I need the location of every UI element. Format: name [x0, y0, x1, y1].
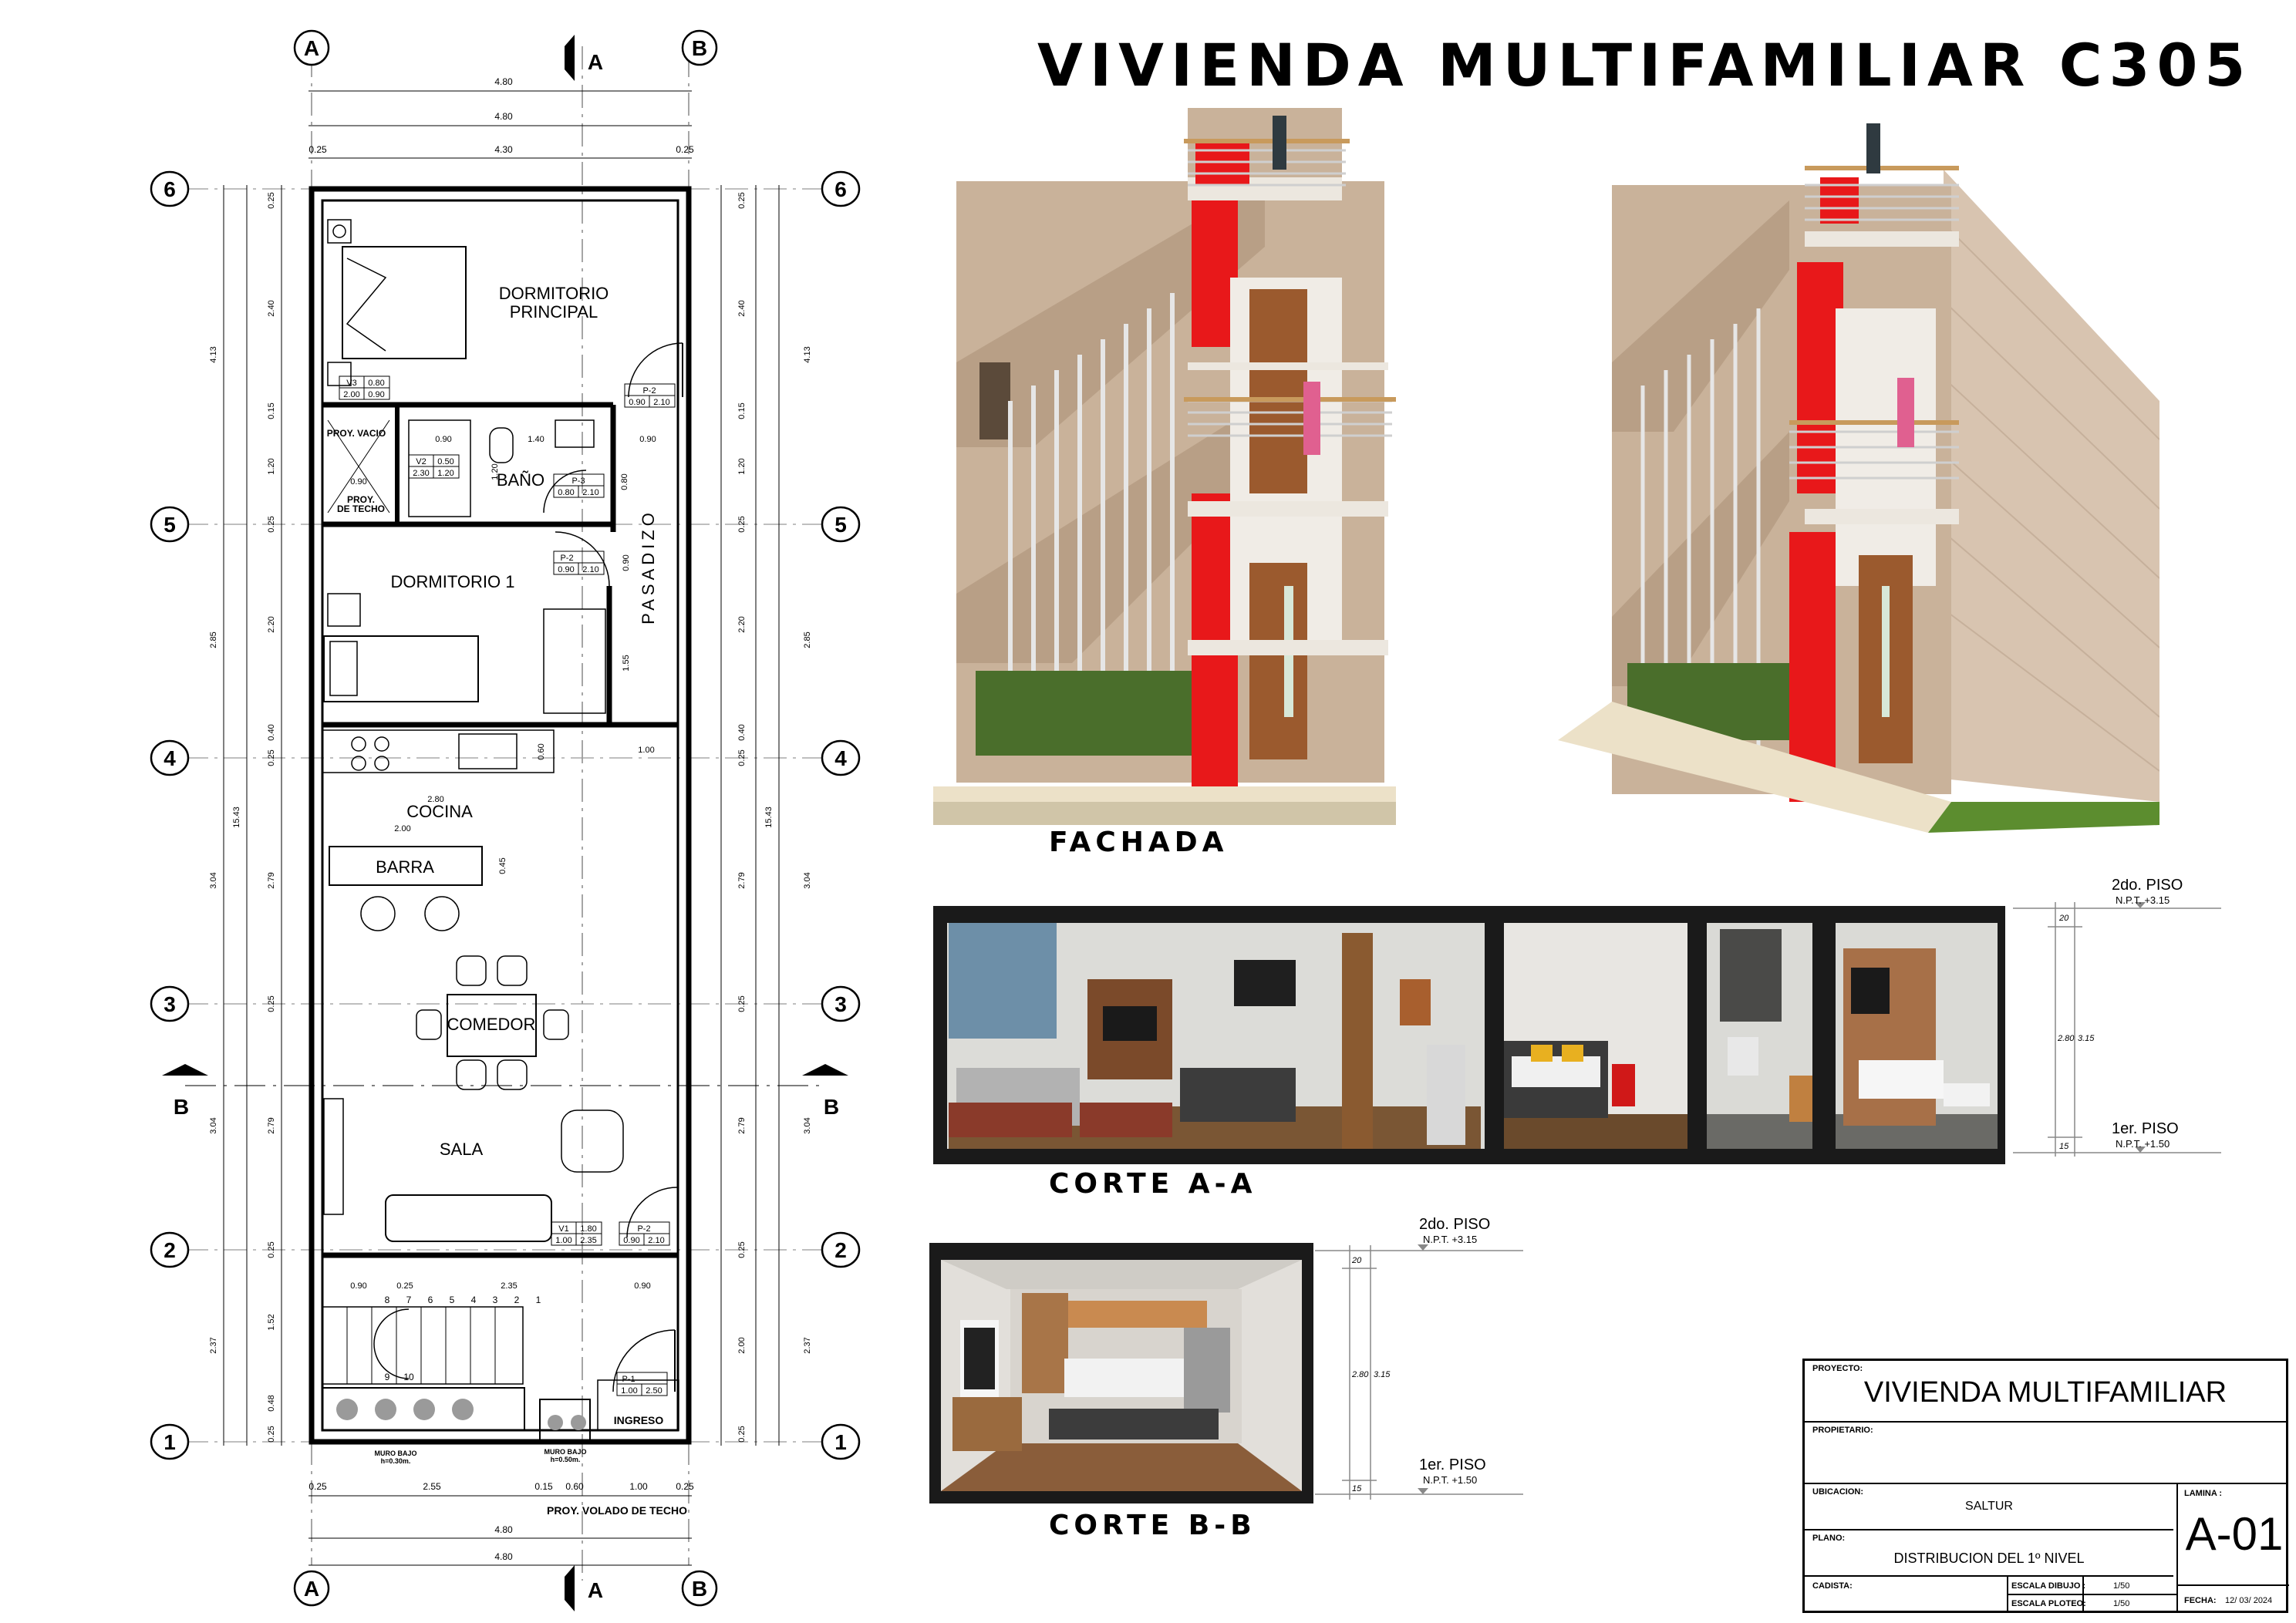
dim-left-in-12: 0.25	[267, 1241, 276, 1258]
title-block	[1802, 1359, 2288, 1613]
dim-left-total: 15.43	[232, 806, 241, 828]
tag-v1-h: 1.00	[555, 1236, 572, 1245]
corte-aa-render	[933, 906, 2013, 1168]
tb-fecha-label: FECHA:	[2184, 1596, 2217, 1605]
dim-misc-155: 1.55	[622, 655, 631, 672]
dim-right-out-3: 3.04	[803, 872, 812, 889]
dim-right-in-4: 1.20	[737, 458, 747, 475]
level-bb-dim-mid: 2.80	[1352, 1370, 1369, 1379]
grid-label-4-left: 4	[164, 746, 176, 770]
tb-escala-dibujo-label: ESCALA DIBUJO :	[2011, 1581, 2086, 1591]
level-bb-dim-total: 3.15	[1374, 1370, 1391, 1379]
dim-top-1: 4.80	[494, 76, 513, 87]
step-5: 5	[449, 1295, 455, 1305]
tag-v2-name: V2	[416, 457, 426, 466]
dim-left-out-2: 2.85	[209, 631, 218, 648]
room-label-dormitorio-principal: DORMITORIO	[498, 284, 609, 303]
dim-left-in-4: 1.20	[267, 458, 276, 475]
grid-label-2-left: 2	[164, 1238, 176, 1262]
dim-right-in-14: 0.25	[737, 1426, 747, 1443]
tag-p2b-w: 0.90	[558, 565, 575, 574]
tag-p2c-name: P-2	[637, 1224, 651, 1234]
tb-lamina: A-01	[2185, 1508, 2284, 1560]
grid-label-b-bottom: B	[691, 1577, 708, 1601]
room-label-bano: BAÑO	[496, 470, 545, 490]
dim-right-in-1: 0.25	[737, 192, 747, 209]
dim-misc-200: 2.00	[394, 824, 411, 833]
level-dim-bottom: 15	[2059, 1142, 2069, 1151]
tag-p3-w: 0.80	[558, 488, 575, 497]
dim-left-out-4: 3.04	[209, 1117, 218, 1134]
tag-v3-a: 0.90	[368, 390, 385, 399]
step-4: 4	[470, 1295, 477, 1305]
room-label-dormitorio-1: DORMITORIO 1	[390, 572, 515, 591]
dim-right-in-8: 0.25	[737, 749, 747, 766]
tag-v3-name: V3	[346, 379, 357, 388]
tb-escala-ploteo: 1/50	[2113, 1599, 2130, 1608]
section-b-left: B	[173, 1095, 190, 1119]
step-7: 7	[406, 1295, 412, 1305]
tag-p2c-w: 0.90	[623, 1236, 640, 1245]
dim-left-in-8: 0.25	[267, 749, 276, 766]
dim-left-in-11: 2.79	[267, 1117, 276, 1134]
tb-ubicacion-label: UBICACION:	[1812, 1487, 1863, 1497]
dim-right-in-6: 2.20	[737, 616, 747, 633]
dim-right-in-11: 2.79	[737, 1117, 747, 1134]
dim-left-out-5: 2.37	[209, 1337, 218, 1354]
dim-misc-090e: 0.90	[634, 1281, 651, 1291]
view-title-corte-bb: CORTE B-B	[1049, 1510, 1256, 1541]
dim-misc-060: 0.60	[537, 743, 546, 760]
tb-ubicacion: SALTUR	[1965, 1500, 2013, 1513]
dim-top-4: 4.30	[494, 144, 513, 155]
dim-right-in-13: 2.00	[737, 1337, 747, 1354]
dim-right-in-3: 0.15	[737, 402, 747, 419]
grid-label-6-left: 6	[164, 177, 176, 201]
dim-right-out-1: 4.13	[803, 346, 812, 363]
room-label-sala: SALA	[439, 1140, 484, 1159]
grid-label-1-right: 1	[834, 1430, 847, 1454]
room-label-proy-techo-2: DE TECHO	[336, 503, 386, 514]
step-9: 9	[384, 1372, 390, 1382]
step-3: 3	[492, 1295, 498, 1305]
tb-plano: DISTRIBUCION DEL 1º NIVEL	[1893, 1551, 2085, 1566]
tag-v3-w: 0.80	[368, 379, 385, 388]
dim-left-in-6: 2.20	[267, 616, 276, 633]
grid-label-1-left: 1	[164, 1430, 176, 1454]
corte-bb-render	[929, 1243, 1315, 1505]
room-label-cocina: COCINA	[406, 802, 473, 821]
tag-v2-w: 0.50	[437, 457, 454, 466]
room-label-pasadizo: PASADIZO	[639, 509, 658, 625]
dim-misc-090a: 0.90	[435, 435, 452, 444]
dim-misc-090b: 0.90	[639, 435, 656, 444]
grid-label-3-right: 3	[834, 992, 847, 1016]
tag-v3-h: 2.00	[343, 390, 360, 399]
level-1er-piso: 1er. PISO	[2112, 1120, 2179, 1137]
dim-right-in-2: 2.40	[737, 300, 747, 317]
level-bb-dim-top: 20	[1352, 1256, 1362, 1265]
dim-misc-090v: 0.90	[622, 554, 631, 571]
room-label-ingreso: INGRESO	[613, 1414, 664, 1426]
dim-right-out-4: 3.04	[803, 1117, 812, 1134]
dim-left-out-3: 3.04	[209, 872, 218, 889]
grid-label-3-left: 3	[164, 992, 176, 1016]
dim-misc-025: 0.25	[396, 1281, 413, 1291]
dim-right-total: 15.43	[764, 806, 774, 828]
level-dim-total: 3.15	[2078, 1034, 2095, 1043]
grid-label-2-right: 2	[834, 1238, 847, 1262]
dim-left-in-1: 0.25	[267, 192, 276, 209]
grid-label-b-top: B	[691, 36, 708, 60]
tag-p1-w: 1.00	[621, 1386, 638, 1396]
dim-left-in-2: 2.40	[267, 300, 276, 317]
tag-p2a-h: 2.10	[653, 398, 670, 407]
level-marks-aa	[2013, 879, 2229, 1172]
label-muro-bajo-h1: h=0.30m.	[380, 1457, 411, 1465]
level-2do-piso: 2do. PISO	[2112, 879, 2183, 894]
dim-bottom-6: 0.25	[676, 1481, 694, 1492]
room-label-dormitorio-principal-2: PRINCIPAL	[509, 302, 598, 322]
room-label-barra: BARRA	[376, 857, 434, 877]
tag-v1-name: V1	[558, 1224, 569, 1234]
tb-lamina-label: LAMINA :	[2184, 1489, 2223, 1498]
dim-misc-280: 2.80	[427, 795, 444, 804]
level-2do-npt: N.P.T. +3.15	[2116, 894, 2170, 906]
tag-p2a-name: P-2	[642, 386, 656, 396]
grid-label-5-left: 5	[164, 513, 176, 537]
dim-bottom-8: 4.80	[494, 1551, 513, 1562]
dim-bottom-3: 0.15	[534, 1481, 553, 1492]
dim-left-in-13: 1.52	[267, 1314, 276, 1331]
tb-proyecto: VIVIENDA MULTIFAMILIAR	[1863, 1376, 2227, 1409]
grid-label-5-right: 5	[834, 513, 847, 537]
tag-p3-name: P-3	[571, 476, 585, 486]
dim-left-in-10: 0.25	[267, 995, 276, 1012]
tag-p2c-h: 2.10	[648, 1236, 665, 1245]
fachada-render-perspective	[1558, 108, 2159, 848]
step-1: 1	[535, 1295, 541, 1305]
dim-bottom-2: 2.55	[423, 1481, 441, 1492]
level-bb-dim-bottom: 15	[1352, 1484, 1362, 1493]
level-bb-2do-npt: N.P.T. +3.15	[1423, 1234, 1478, 1245]
tag-v2-h: 2.30	[413, 469, 430, 478]
tag-v1-w: 1.80	[580, 1224, 597, 1234]
tag-p2b-h: 2.10	[582, 565, 599, 574]
dim-misc-100: 1.00	[638, 746, 655, 755]
label-muro-bajo-2: MURO BAJO	[544, 1448, 587, 1456]
tb-cadista-label: CADISTA:	[1812, 1581, 1853, 1591]
dim-bottom-7: 4.80	[494, 1524, 513, 1535]
tag-p1-h: 2.50	[646, 1386, 663, 1396]
level-marks-bb	[1315, 1211, 1531, 1503]
room-label-proy-techo: PROY.	[346, 494, 376, 505]
dim-left-in-5: 0.25	[267, 516, 276, 533]
dim-left-in-7: 0.40	[267, 724, 276, 741]
section-a-top: A	[587, 50, 604, 74]
dim-left-in-15: 0.25	[267, 1426, 276, 1443]
dim-left-in-3: 0.15	[267, 402, 276, 419]
tb-escala-ploteo-label: ESCALA PLOTEO:	[2011, 1599, 2086, 1608]
step-6: 6	[427, 1295, 433, 1305]
dim-left-in-14: 0.48	[267, 1395, 276, 1412]
view-title-fachada: FACHADA	[1049, 827, 1229, 858]
label-proy-volado: PROY. VOLADO DE TECHO	[546, 1504, 688, 1517]
level-dim-mid: 2.80	[2058, 1034, 2075, 1043]
tb-propietario-label: PROPIETARIO:	[1812, 1426, 1873, 1435]
tb-fecha: 12/ 03/ 2024	[2225, 1596, 2273, 1605]
view-title-corte-aa: CORTE A-A	[1049, 1168, 1257, 1200]
page-title: VIVIENDA MULTIFAMILIAR C305	[1037, 31, 2253, 99]
tb-proyecto-label: PROYECTO:	[1812, 1364, 1863, 1373]
dim-bottom-4: 0.60	[565, 1481, 584, 1492]
label-muro-bajo-h2: h=0.50m.	[550, 1456, 581, 1463]
tag-p3-h: 2.10	[582, 488, 599, 497]
section-a-bottom: A	[587, 1578, 604, 1602]
tag-p1-name: P-1	[622, 1375, 636, 1384]
floor-plan	[0, 0, 872, 1623]
label-muro-bajo-1: MURO BAJO	[374, 1450, 417, 1457]
dim-right-in-5: 0.25	[737, 516, 747, 533]
step-8: 8	[384, 1295, 390, 1305]
dim-left-out-1: 4.13	[209, 346, 218, 363]
fachada-render-front	[933, 108, 1396, 825]
tag-v1-a: 2.35	[580, 1236, 597, 1245]
section-b-right: B	[823, 1095, 840, 1119]
tb-escala-dibujo: 1/50	[2113, 1581, 2130, 1591]
dim-right-in-9: 2.79	[737, 872, 747, 889]
dim-bottom-5: 1.00	[629, 1481, 648, 1492]
grid-label-a-bottom: A	[303, 1577, 320, 1601]
dim-bottom-1: 0.25	[308, 1481, 327, 1492]
room-label-comedor: COMEDOR	[447, 1015, 536, 1034]
dim-misc-120: 1.20	[491, 463, 500, 480]
tb-plano-label: PLANO:	[1812, 1534, 1846, 1543]
dim-right-in-7: 0.40	[737, 724, 747, 741]
dim-misc-045: 0.45	[498, 857, 507, 874]
dim-misc-140: 1.40	[528, 435, 544, 444]
level-bb-1er-piso: 1er. PISO	[1419, 1456, 1486, 1473]
level-bb-2do-piso: 2do. PISO	[1419, 1216, 1491, 1233]
dim-top-3: 0.25	[308, 144, 327, 155]
dim-misc-090c: 0.90	[350, 477, 367, 487]
tag-p2b-name: P-2	[560, 554, 574, 563]
dim-top-2: 4.80	[494, 111, 513, 122]
dim-left-in-9: 2.79	[267, 872, 276, 889]
grid-label-6-right: 6	[834, 177, 847, 201]
tag-v2-a: 1.20	[437, 469, 454, 478]
dim-right-in-12: 0.25	[737, 1241, 747, 1258]
dim-misc-235: 2.35	[501, 1281, 518, 1291]
dim-right-out-5: 2.37	[803, 1337, 812, 1354]
tag-p2a-w: 0.90	[629, 398, 646, 407]
dim-misc-080: 0.80	[620, 473, 629, 490]
grid-label-a-top: A	[303, 36, 320, 60]
step-10: 10	[403, 1372, 414, 1382]
dim-right-out-2: 2.85	[803, 631, 812, 648]
dim-right-in-10: 0.25	[737, 995, 747, 1012]
step-2: 2	[514, 1295, 520, 1305]
level-dim-top: 20	[2059, 914, 2069, 923]
dim-misc-090d: 0.90	[350, 1281, 367, 1291]
room-label-proy-vacio: PROY. VACIO	[326, 428, 386, 439]
level-bb-1er-npt: N.P.T. +1.50	[1423, 1474, 1478, 1486]
grid-label-4-right: 4	[834, 746, 847, 770]
dim-top-5: 0.25	[676, 144, 694, 155]
level-1er-npt: N.P.T. +1.50	[2116, 1138, 2170, 1150]
